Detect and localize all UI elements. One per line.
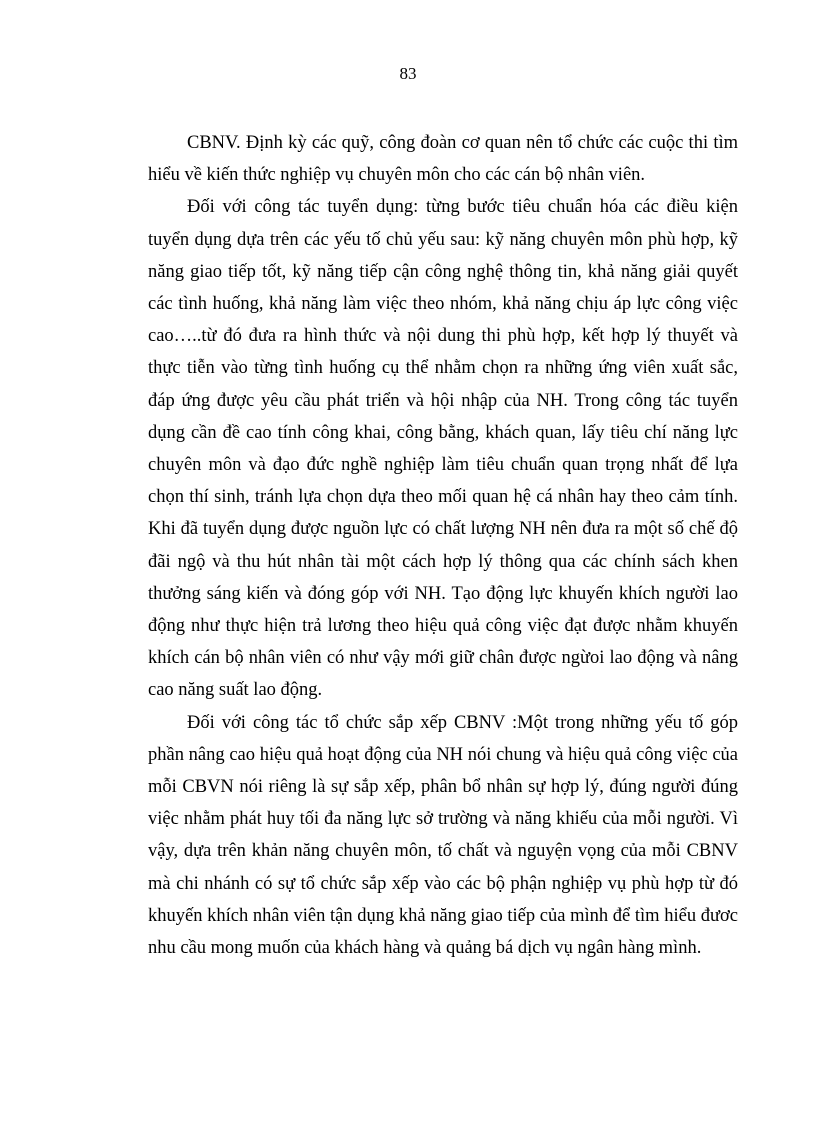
paragraph-continuation: CBNV. Định kỳ các quỹ, công đoàn cơ quan nên tổ chức các cuộc thi tìm hiểu về kiến thức nghiệp vụ chuyên môn cho các cán bộ nhân viên. bbox=[148, 133, 738, 186]
document-body bbox=[148, 127, 738, 964]
page-number: 83 bbox=[399, 64, 417, 83]
paragraph-recruitment: Đối với công tác tuyển dụng: từng bước tiêu chuẩn hóa các điều kiện tuyển dụng dựa trên các yếu tố chủ yếu sau: kỹ năng chuyên môn phù hợp, kỹ năng giao tiếp tốt, kỹ năng tiếp cận công nghệ thông tin, khả năng giải quyết các tình huống, khả năng làm việc theo nhóm, khả năng chịu áp lực công việc cao…..từ đó đưa ra hình thức và nội dung thi phù hợp, kết hợp lý thuyết và thực tiễn vào từng tình huống cụ thể nhằm chọn ra những ứng viên xuất sắc, đáp ứng được yêu cầu phát triển và hội nhập của NH. Trong công tác tuyển dụng cần đề cao tính công khai, công bằng, khách quan, lấy tiêu chí năng lực chuyên môn và đạo đức nghề nghiệp làm tiêu chuẩn quan trọng nhất để lựa chọn thí sinh, tránh lựa chọn dựa theo mối quan hệ cá nhân hay theo cảm tính. Khi đã tuyển dụng được nguồn lực có chất lượng NH nên đưa ra một số chế độ đãi ngộ và thu hút nhân tài một cách hợp lý thông qua các chính sách khen thưởng sáng kiến và đóng góp với NH. Tạo động lực khuyến khích người lao động như thực hiện trả lương theo hiệu quả công việc đạt được nhằm khuyến khích cán bộ nhân viên có như vậy mới giữ chân được ngừoi lao động và nâng cao năng suất lao động. bbox=[148, 197, 738, 701]
paragraph-staff-arrangement: Đối với công tác tổ chức sắp xếp CBNV :Một trong những yếu tố góp phần nâng cao hiệu quả hoạt động của NH nói chung và hiệu quả công việc của mỗi CBVN nói riêng là sự sắp xếp, phân bổ nhân sự hợp lý, đúng người đúng việc nhằm phát huy tối đa năng lực sở trường và năng khiếu của mỗi người. Vì vậy, dựa trên khản năng chuyên môn, tố chất và nguyện vọng của mỗi CBNV mà chi nhánh có sự tổ chức sắp xếp vào các bộ phận nghiệp vụ phù hợp từ đó khuyến khích nhân viên tận dụng khả năng giao tiếp của mình để tìm hiểu đươc nhu cầu mong muốn của khách hàng và quảng bá dịch vụ ngân hàng mình. bbox=[148, 712, 738, 959]
